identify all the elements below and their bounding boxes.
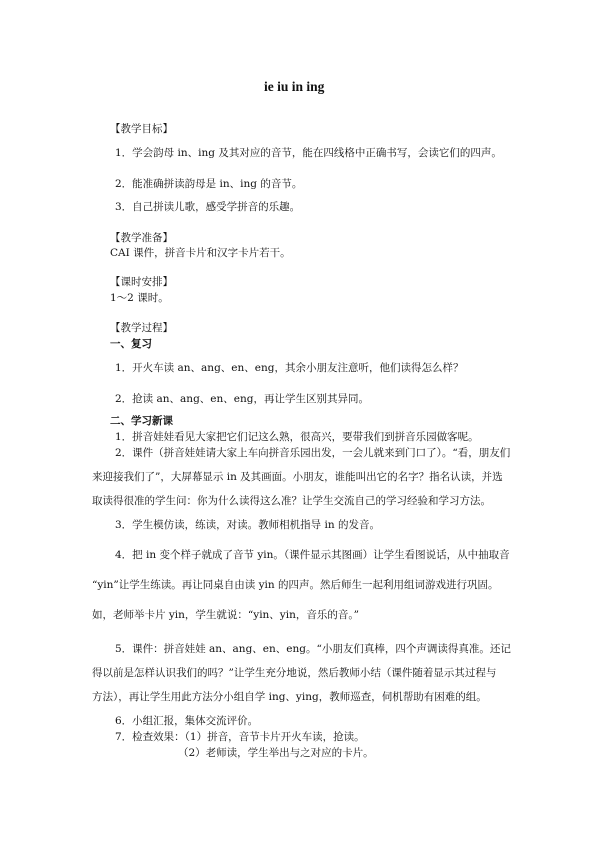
new-item-5-line-3: 方法），再让学生用此方法分小组自学 ing、ying，教师巡查，伺机帮助有困难的组。 (92, 691, 487, 703)
new-lesson-header: 二、学习新课 (110, 415, 173, 427)
prep-text: CAI 课件，拼音卡片和汉字卡片若干。 (110, 247, 291, 259)
new-item-4-line-1: 4．把 in 变个样子就成了音节 yin。（课件显示其图画）让学生看图说话，从中抽取音 (115, 549, 510, 561)
time-text: 1～2 课时。 (110, 292, 169, 304)
new-item-4-line-2: “yin”让学生练读。再让同桌自由读 yin 的四声。然后师生一起利用组词游戏进行巩固。 (92, 579, 499, 591)
review-header: 一、复习 (110, 338, 152, 350)
new-item-5-line-2: 得以前是怎样认识我们的吗？”让学生充分地说，然后教师小结（课件随着显示其过程与 (92, 667, 497, 679)
time-header: 【课时安排】 (110, 276, 173, 288)
new-item-4-line-3: 如，老师举卡片 yin，学生就说：“yin、yin，音乐的音。” (92, 609, 359, 621)
process-header: 【教学过程】 (110, 322, 173, 334)
new-item-6: 6．小组汇报，集体交流评价。 (115, 715, 259, 727)
new-item-7-line-2: （2）老师读，学生举出与之对应的卡片。 (178, 747, 374, 759)
document-title: ie iu in ing (264, 79, 325, 94)
review-item-2: 2．抢读 an、ang、en、eng，再让学生区别其异同。 (115, 393, 369, 405)
goals-header: 【教学目标】 (110, 123, 173, 135)
new-item-1: 1．拼音娃娃看见大家把它们记这么熟，很高兴，要带我们到拼音乐园做客呢。 (115, 431, 479, 443)
new-item-2-line-1: 2．课件（拼音娃娃请大家上车向拼音乐园出发，一会儿就来到门口了）。“看，朋友们 (115, 447, 511, 459)
new-item-2-line-2: 来迎接我们了”，大屏幕显示 in 及其画面。小朋友，谁能叫出它的名字？指名认读，并选 (92, 471, 503, 483)
new-item-3: 3．学生模仿读，练读，对读。教师相机指导 in 的发音。 (115, 519, 380, 531)
goal-item-2: 2．能准确拼读韵母是 in、ing 的音节。 (115, 178, 303, 190)
new-item-7-line-1: 7．检查效果：（1）拼音，音节卡片开火车读，抢读。 (115, 731, 365, 743)
prep-header: 【教学准备】 (110, 232, 173, 244)
new-item-5-line-1: 5．课件：拼音娃娃 an、ang、en、eng。“小朋友们真棒，四个声调读得真准。还记 (115, 643, 511, 655)
goal-item-3: 3．自己拼读儿歌，感受学拼音的乐趣。 (115, 201, 301, 213)
new-item-2-line-3: 取读得很准的学生问：你为什么读得这么准？让学生交流自己的学习经验和学习方法。 (92, 495, 491, 507)
goal-item-1: 1．学会韵母 in、ing 及其对应的音节，能在四线格中正确书写，会读它们的四声。 (115, 147, 502, 159)
review-item-1: 1．开火车读 an、ang、en、eng，其余小朋友注意听，他们读得怎么样？ (115, 362, 464, 374)
